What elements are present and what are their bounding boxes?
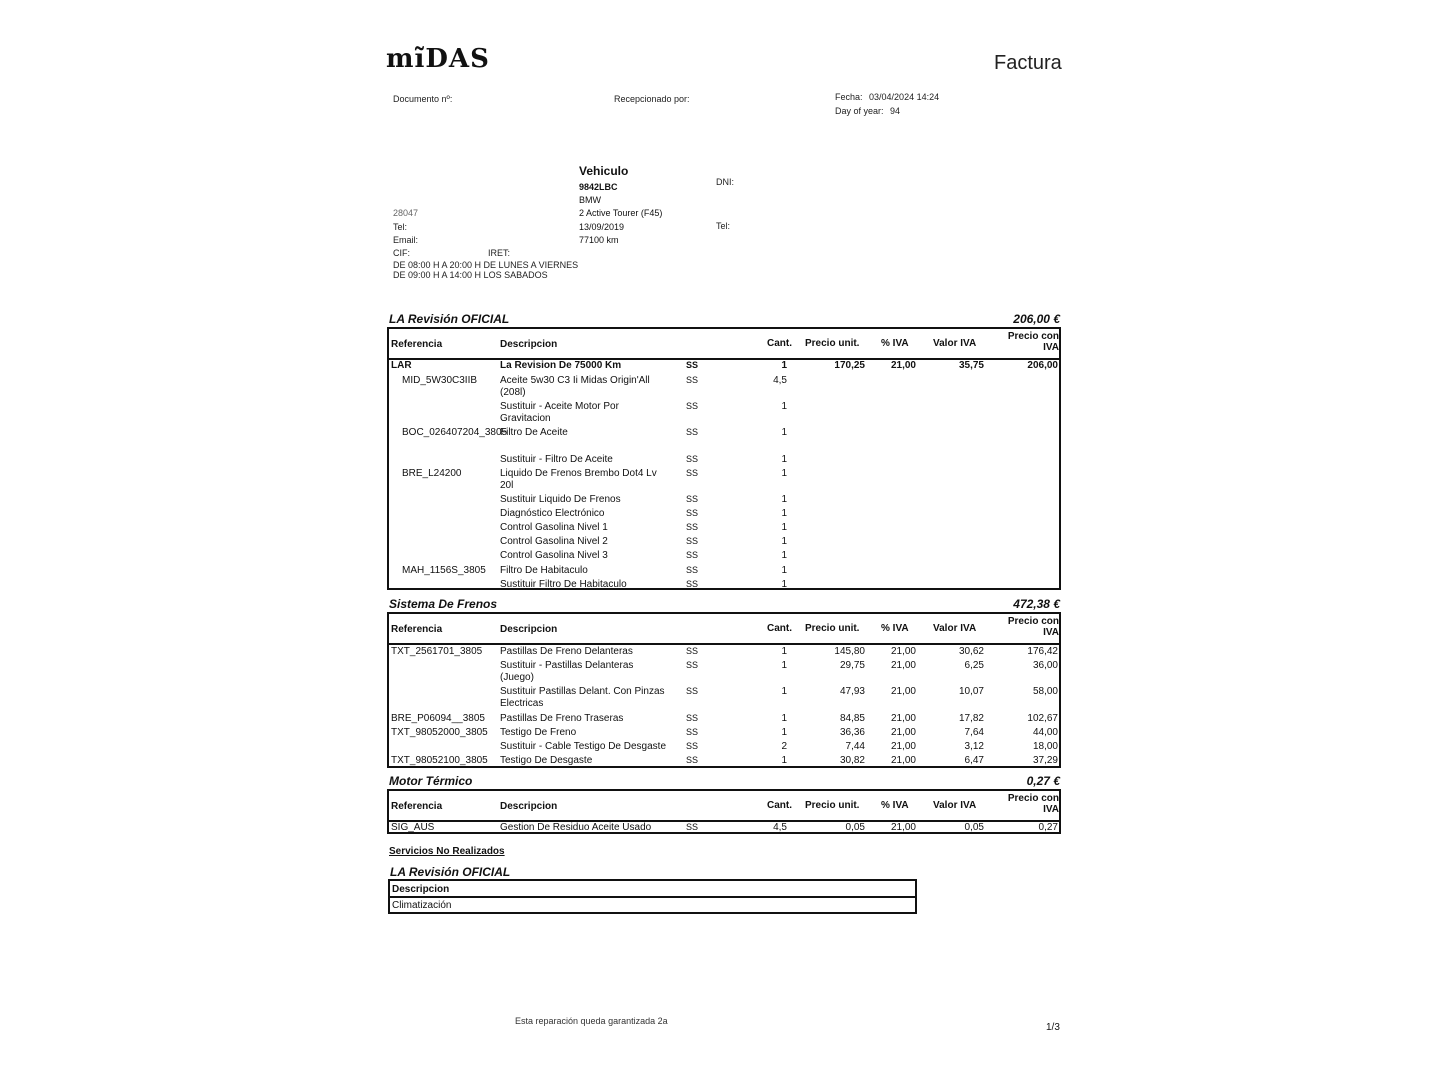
col-valor-iva: Valor IVA xyxy=(933,338,977,349)
cell-ref: TXT_98052000_3805 xyxy=(391,727,488,738)
cell-cant: 1 xyxy=(781,755,787,766)
col-iva: % IVA xyxy=(881,623,909,634)
cell-ss: SS xyxy=(686,713,699,723)
cell-desc: Pastillas De Freno Delanteras xyxy=(500,646,633,657)
cell-ref: MID_5W30C3IIB xyxy=(402,375,478,386)
cell-total: 102,67 xyxy=(1027,713,1058,724)
section-table xyxy=(387,789,1061,834)
table-header xyxy=(389,614,1059,645)
cell-total: 0,27 xyxy=(1038,822,1058,833)
cell-iva: 21,00 xyxy=(890,822,916,833)
cell-precio: 7,44 xyxy=(845,741,865,752)
cell-ss: SS xyxy=(686,741,699,751)
cell-desc: Testigo De Freno xyxy=(500,727,577,738)
cell-ref: BRE_L24200 xyxy=(402,468,462,479)
col-precio-unit: Precio unit. xyxy=(805,623,860,634)
vehicle-km: 77100 km xyxy=(579,235,619,245)
day-label: Day of year: xyxy=(835,106,884,116)
cell-cant: 1 xyxy=(781,401,787,412)
cell-ss: SS xyxy=(686,508,699,518)
cell-valor: 17,82 xyxy=(958,713,984,724)
col-precio-unit: Precio unit. xyxy=(805,338,860,349)
cell-iva: 21,00 xyxy=(890,646,916,657)
cell-total: 58,00 xyxy=(1032,686,1058,697)
cell-desc: Testigo De Desgaste xyxy=(500,755,593,766)
recepcionado-label: Recepcionado por: xyxy=(614,94,690,104)
customer-tel-label: Tel: xyxy=(716,221,731,231)
section-title: Sistema De Frenos xyxy=(389,597,498,611)
cell-desc: Gestion De Residuo Aceite Usado xyxy=(500,822,652,833)
shop-iret-label: IRET: xyxy=(488,248,511,258)
cell-cant: 1 xyxy=(781,522,787,533)
cell-precio: 170,25 xyxy=(834,360,865,371)
col-valor-iva: Valor IVA xyxy=(933,800,977,811)
col-precio-unit: Precio unit. xyxy=(805,800,860,811)
col-precio-con-iva: Precio con IVA xyxy=(1007,331,1059,353)
document-title: Factura xyxy=(994,52,1062,74)
cell-iva: 21,00 xyxy=(890,713,916,724)
cell-iva: 21,00 xyxy=(890,660,916,671)
cell-desc: Liquido De Frenos Brembo Dot4 Lv 20l xyxy=(500,468,657,491)
col-referencia: Referencia xyxy=(391,624,443,635)
fecha-value: 03/04/2024 14:24 xyxy=(869,92,940,102)
cell-ss: SS xyxy=(686,454,699,464)
cell-valor: 35,75 xyxy=(958,360,984,371)
cell-total: 18,00 xyxy=(1032,741,1058,752)
cell-cant: 1 xyxy=(781,494,787,505)
cell-cant: 4,5 xyxy=(773,822,787,833)
shop-postal: 28047 xyxy=(393,208,419,218)
table-header xyxy=(389,791,1059,822)
cell-valor: 10,07 xyxy=(958,686,984,697)
cell-desc: Sustituir Filtro De Habitaculo xyxy=(500,579,627,590)
cell-desc: Sustituir Pastillas Delant. Con Pinzas Electricas xyxy=(500,686,665,709)
vehicle-plate: 9842LBC xyxy=(579,182,618,192)
cell-iva: 21,00 xyxy=(890,360,916,371)
cell-desc: Control Gasolina Nivel 3 xyxy=(500,550,608,561)
cell-iva: 21,00 xyxy=(890,727,916,738)
cell-desc: La Revision De 75000 Km xyxy=(500,360,622,371)
shop-hours-weekdays: DE 08:00 H A 20:00 H DE LUNES A VIERNES xyxy=(393,260,579,270)
cell-ss: SS xyxy=(686,494,699,504)
cell-cant: 1 xyxy=(781,508,787,519)
cell-total: 44,00 xyxy=(1032,727,1058,738)
cell-cant: 1 xyxy=(781,686,787,697)
cell-precio: 0,05 xyxy=(845,822,865,833)
cell-ss: SS xyxy=(686,822,699,832)
cell-ss: SS xyxy=(686,565,699,575)
col-valor-iva: Valor IVA xyxy=(933,623,977,634)
cell-total: 36,00 xyxy=(1032,660,1058,671)
cell-ss: SS xyxy=(686,646,699,656)
section-table xyxy=(387,612,1061,768)
col-descripcion: Descripcion xyxy=(500,339,558,350)
cell-ss: SS xyxy=(686,536,699,546)
col-descripcion: Descripcion xyxy=(500,801,558,812)
not-done-col-header: Descripcion xyxy=(392,884,450,895)
cell-cant: 1 xyxy=(781,579,787,590)
cell-cant: 1 xyxy=(781,536,787,547)
section-title: LA Revisión OFICIAL xyxy=(389,312,510,326)
page-number: 1/3 xyxy=(1046,1022,1060,1033)
cell-cant: 1 xyxy=(781,550,787,561)
cell-precio: 47,93 xyxy=(839,686,865,697)
cell-cant: 1 xyxy=(781,468,787,479)
documento-label: Documento nº: xyxy=(393,94,453,104)
not-done-table xyxy=(388,879,917,914)
shop-hours-saturday: DE 09:00 H A 14:00 H LOS SABADOS xyxy=(393,270,548,280)
fecha-label: Fecha: xyxy=(835,92,863,102)
midas-logo: mĩDAS xyxy=(386,44,490,74)
section-table xyxy=(387,327,1061,590)
cell-desc: Filtro De Aceite xyxy=(500,427,568,438)
cell-ref: TXT_98052100_3805 xyxy=(391,755,488,766)
cell-desc: Sustituir Liquido De Frenos xyxy=(500,494,621,505)
cell-cant: 1 xyxy=(781,360,787,371)
cell-desc: Filtro De Habitaculo xyxy=(500,565,588,576)
col-cant: Cant. xyxy=(767,800,792,811)
cell-ref: BRE_P06094__3805 xyxy=(391,713,485,724)
cell-valor: 6,25 xyxy=(964,660,984,671)
cell-ss: SS xyxy=(686,401,699,411)
vehicle-model: 2 Active Tourer (F45) xyxy=(579,208,663,218)
not-done-heading: Servicios No Realizados xyxy=(389,846,505,857)
col-cant: Cant. xyxy=(767,338,792,349)
cell-desc: Sustituir - Pastillas Delanteras (Juego) xyxy=(500,660,634,683)
cell-desc: Aceite 5w30 C3 Ii Midas Origin'All (208l) xyxy=(500,375,650,398)
cell-ss: SS xyxy=(686,755,699,765)
cell-precio: 29,75 xyxy=(839,660,865,671)
shop-tel-label: Tel: xyxy=(393,222,408,232)
cell-iva: 21,00 xyxy=(890,741,916,752)
cell-desc: Diagnóstico Electrónico xyxy=(500,508,605,519)
cell-ss: SS xyxy=(686,468,699,478)
cell-ref: LAR xyxy=(391,360,412,371)
cell-cant: 2 xyxy=(781,741,787,752)
cell-ref: MAH_1156S_3805 xyxy=(402,565,486,576)
cell-cant: 1 xyxy=(781,565,787,576)
cell-ref: SIG_AUS xyxy=(391,822,435,833)
cell-valor: 6,47 xyxy=(964,755,984,766)
cell-ref: BOC_026407204_3805 xyxy=(402,427,508,438)
col-iva: % IVA xyxy=(881,800,909,811)
cell-cant: 1 xyxy=(781,454,787,465)
cell-total: 206,00 xyxy=(1027,360,1058,371)
cell-desc: Sustituir - Filtro De Aceite xyxy=(500,454,613,465)
cell-ss: SS xyxy=(686,550,699,560)
day-value: 94 xyxy=(890,106,901,116)
fecha-field xyxy=(835,92,939,102)
cell-cant: 1 xyxy=(781,660,787,671)
cell-cant: 1 xyxy=(781,727,787,738)
cell-ref: TXT_2561701_3805 xyxy=(391,646,483,657)
cell-total: 176,42 xyxy=(1027,646,1058,657)
cell-precio: 145,80 xyxy=(834,646,865,657)
not-done-section-title: LA Revisión OFICIAL xyxy=(390,865,511,879)
customer-dni-label: DNI: xyxy=(716,177,734,187)
cell-iva: 21,00 xyxy=(890,755,916,766)
cell-desc: Control Gasolina Nivel 2 xyxy=(500,536,608,547)
cell-ss: SS xyxy=(686,375,699,385)
cell-ss: SS xyxy=(686,727,699,737)
vehicle-brand: BMW xyxy=(579,195,601,205)
section-total: 472,38 € xyxy=(1013,597,1060,611)
col-cant: Cant. xyxy=(767,623,792,634)
cell-ss: SS xyxy=(686,360,699,370)
section-title: Motor Térmico xyxy=(389,774,473,788)
footer-note: Esta reparación queda garantizada 2a xyxy=(515,1016,668,1026)
cell-cant: 1 xyxy=(781,427,787,438)
cell-precio: 30,82 xyxy=(839,755,865,766)
col-descripcion: Descripcion xyxy=(500,624,558,635)
col-referencia: Referencia xyxy=(391,339,443,350)
cell-desc: Sustituir - Cable Testigo De Desgaste xyxy=(500,741,667,752)
cell-valor: 7,64 xyxy=(964,727,984,738)
col-precio-con-iva: Precio con IVA xyxy=(1007,616,1059,638)
cell-desc: Pastillas De Freno Traseras xyxy=(500,713,624,724)
section-total: 0,27 € xyxy=(1026,774,1060,788)
cell-ss: SS xyxy=(686,686,699,696)
cell-cant: 1 xyxy=(781,713,787,724)
table-header xyxy=(389,329,1059,360)
cell-total: 37,29 xyxy=(1032,755,1058,766)
vehicle-date: 13/09/2019 xyxy=(579,222,625,232)
not-done-item: Climatización xyxy=(392,900,452,911)
section-total: 206,00 € xyxy=(1013,312,1060,326)
cell-valor: 0,05 xyxy=(964,822,984,833)
cell-iva: 21,00 xyxy=(890,686,916,697)
cell-cant: 1 xyxy=(781,646,787,657)
cell-precio: 36,36 xyxy=(839,727,865,738)
col-precio-con-iva: Precio con IVA xyxy=(1007,793,1059,815)
cell-desc: Control Gasolina Nivel 1 xyxy=(500,522,608,533)
cell-ss: SS xyxy=(686,427,699,437)
vehicle-title: Vehiculo xyxy=(579,164,629,178)
cell-ss: SS xyxy=(686,522,699,532)
cell-valor: 30,62 xyxy=(958,646,984,657)
col-iva: % IVA xyxy=(881,338,909,349)
day-of-year-field xyxy=(835,106,900,116)
cell-ss: SS xyxy=(686,579,699,589)
cell-desc: Sustituir - Aceite Motor Por Gravitacion xyxy=(500,401,619,424)
cell-cant: 4,5 xyxy=(773,375,787,386)
cell-valor: 3,12 xyxy=(964,741,984,752)
shop-email-label: Email: xyxy=(393,235,419,245)
col-referencia: Referencia xyxy=(391,801,443,812)
cell-ss: SS xyxy=(686,660,699,670)
cell-precio: 84,85 xyxy=(839,713,865,724)
shop-cif-label: CIF: xyxy=(393,248,410,258)
